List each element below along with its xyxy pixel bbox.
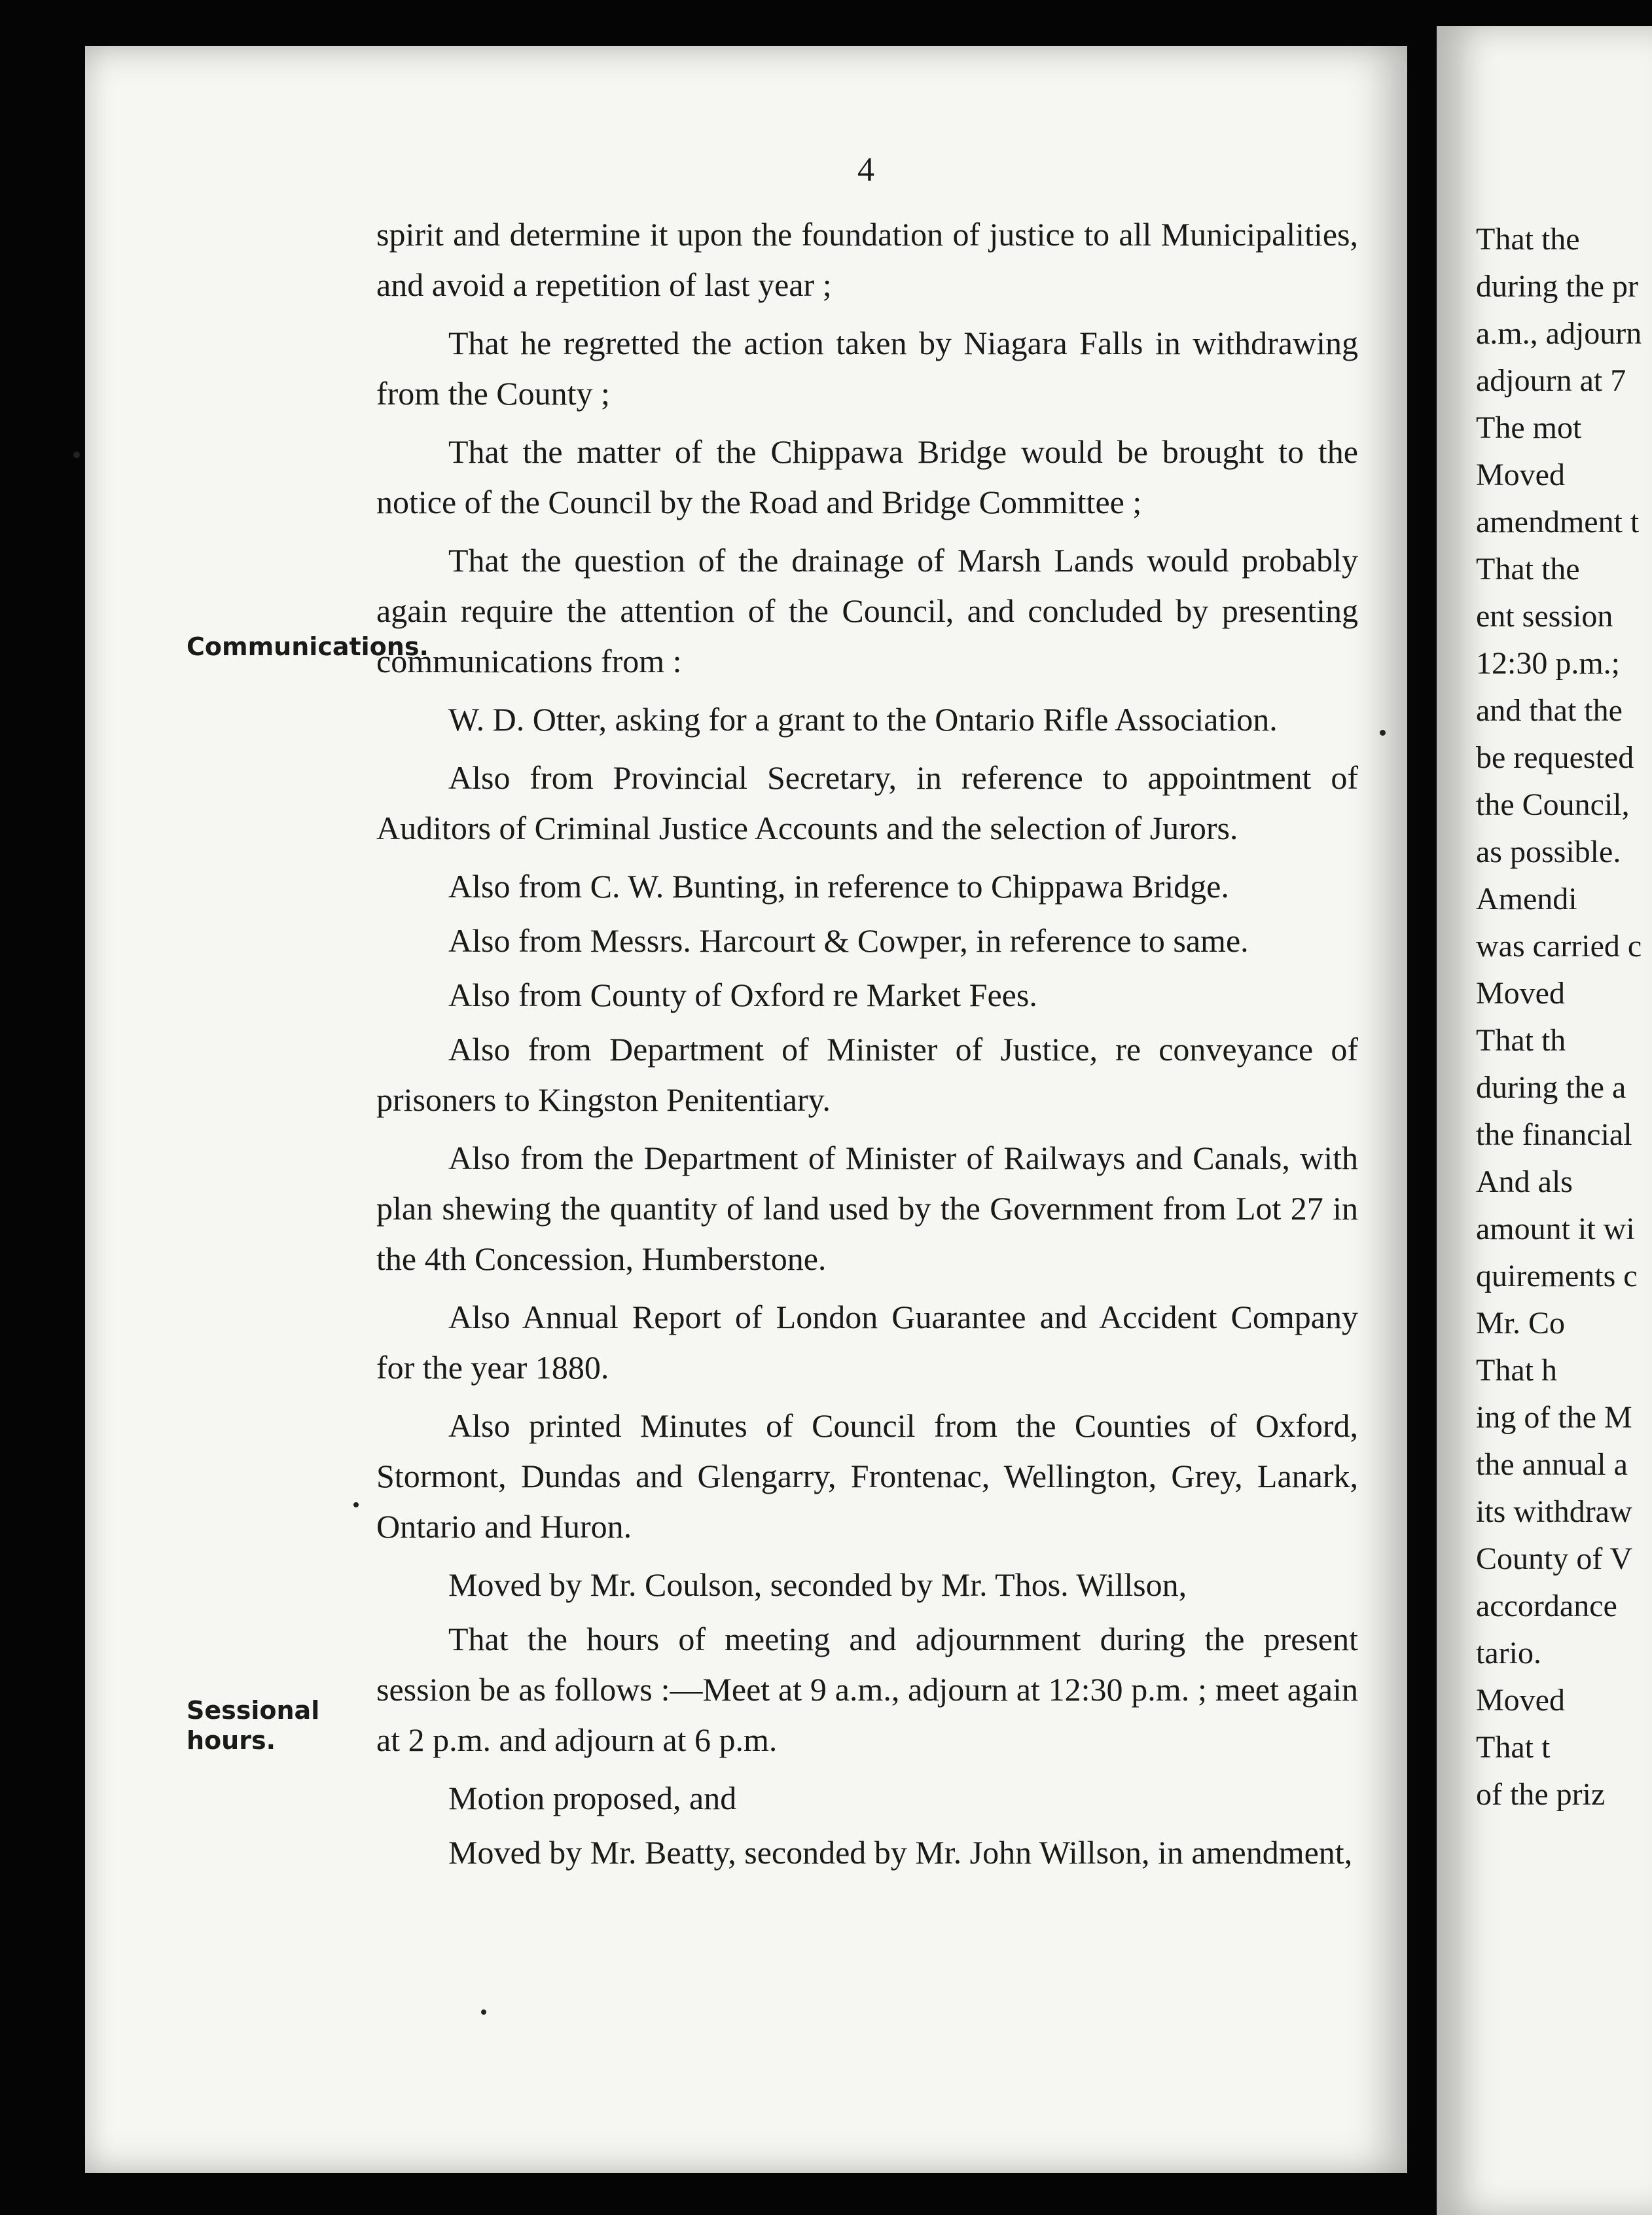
ink-speck (481, 2009, 486, 2015)
paragraph: Also from C. W. Bunting, in reference to Chippawa Bridge. (448, 868, 1229, 905)
body-text (376, 209, 1358, 1886)
right-line: That t (1476, 1730, 1551, 1765)
paragraph: That he regretted the action taken by Niagara Falls in withdrawing from the County ; (376, 325, 1358, 412)
right-page-text (1476, 216, 1652, 1818)
paragraph: Moved by Mr. Beatty, seconded by Mr. John Willson, in amendment, (448, 1834, 1353, 1871)
paragraph: That the matter of the Chippawa Bridge would be brought to the notice of the Council by the Road and Bridge Committee ; (376, 433, 1358, 520)
margin-note-communications: Communications. (187, 632, 429, 661)
right-line: That th (1476, 1023, 1566, 1058)
right-line: Moved (1476, 458, 1565, 492)
paragraph: Also Annual Report of London Guarantee and Accident Company for the year 1880. (376, 1299, 1358, 1386)
paragraph: Moved by Mr. Coulson, seconded by Mr. Thos. Willson, (448, 1566, 1187, 1603)
paragraph: That the hours of meeting and adjournment during the present session be as follows :—Meet at 9 a.m., adjourn at 12:30 p.m. ; meet again at 2 p.m. and adjourn at 6 p.m. (376, 1621, 1358, 1758)
right-line: That the (1476, 222, 1580, 257)
right-line: the Council, (1476, 787, 1630, 822)
right-line: of the priz (1476, 1777, 1606, 1812)
right-line: accordance (1476, 1589, 1617, 1623)
right-line: tario. (1476, 1636, 1541, 1670)
right-line: ing of the M (1476, 1400, 1632, 1435)
right-line: during the pr (1476, 269, 1638, 304)
right-line: Moved (1476, 1683, 1565, 1718)
paragraph: Also from County of Oxford re Market Fees. (448, 977, 1037, 1013)
margin-note-sessional-hours: Sessional hours. (187, 1696, 320, 1755)
right-line: adjourn at 7 (1476, 363, 1626, 398)
right-line: County of V (1476, 1541, 1633, 1576)
paragraph: Also from Messrs. Harcourt & Cowper, in reference to same. (448, 922, 1249, 959)
paragraph: W. D. Otter, asking for a grant to the Ontario Rifle Association. (448, 701, 1278, 738)
right-line: 12:30 p.m.; (1476, 646, 1621, 681)
paragraph: Also from the Department of Minister of Railways and Canals, with plan shewing the quantity of land used by the Government from Lot 27 in the 4th Concession, Humberstone. (376, 1140, 1358, 1277)
ink-speck (353, 1502, 359, 1507)
paragraph: That the question of the drainage of Marsh Lands would probably again require the attention of the Council, and concluded by presenting communications from : (376, 542, 1358, 679)
right-line: a.m., adjourn (1476, 316, 1642, 351)
page-number: 4 (857, 151, 874, 189)
right-line: The mot (1476, 410, 1582, 445)
right-line: Mr. Co (1476, 1306, 1566, 1341)
right-line: quirements c (1476, 1259, 1638, 1293)
right-line: Moved (1476, 976, 1565, 1011)
paragraph: Motion proposed, and (448, 1780, 737, 1816)
right-line: be requested (1476, 740, 1634, 775)
ink-speck (73, 452, 80, 458)
paragraph: Also from Provincial Secretary, in reference to appointment of Auditors of Criminal Justice Accounts and the selection of Jurors. (376, 759, 1358, 846)
paragraph: spirit and determine it upon the foundation of justice to all Municipalities, and avoid a repetition of last year ; (376, 216, 1358, 303)
paragraph: Also printed Minutes of Council from the Counties of Oxford, Stormont, Dundas and Glengarry, Frontenac, Wellington, Grey, Lanark, Ontario and Huron. (376, 1407, 1358, 1545)
right-line: amount it wi (1476, 1212, 1635, 1246)
right-line: the annual a (1476, 1447, 1628, 1482)
right-line: ent session (1476, 599, 1613, 634)
right-line: as possible. (1476, 835, 1621, 869)
right-line: during the a (1476, 1070, 1626, 1105)
right-line: and that the (1476, 693, 1623, 728)
right-line: That h (1476, 1353, 1557, 1388)
right-line: its withdraw (1476, 1494, 1632, 1529)
right-line: was carried c (1476, 929, 1642, 963)
right-line: Amendi (1476, 882, 1577, 916)
right-line: the financial (1476, 1117, 1632, 1152)
right-line: That the (1476, 552, 1580, 586)
right-line: And als (1476, 1164, 1573, 1199)
right-line: amendment t (1476, 505, 1640, 539)
ink-speck (1380, 730, 1386, 736)
paragraph: Also from Department of Minister of Justice, re conveyance of prisoners to Kingston Penitentiary. (376, 1031, 1358, 1118)
